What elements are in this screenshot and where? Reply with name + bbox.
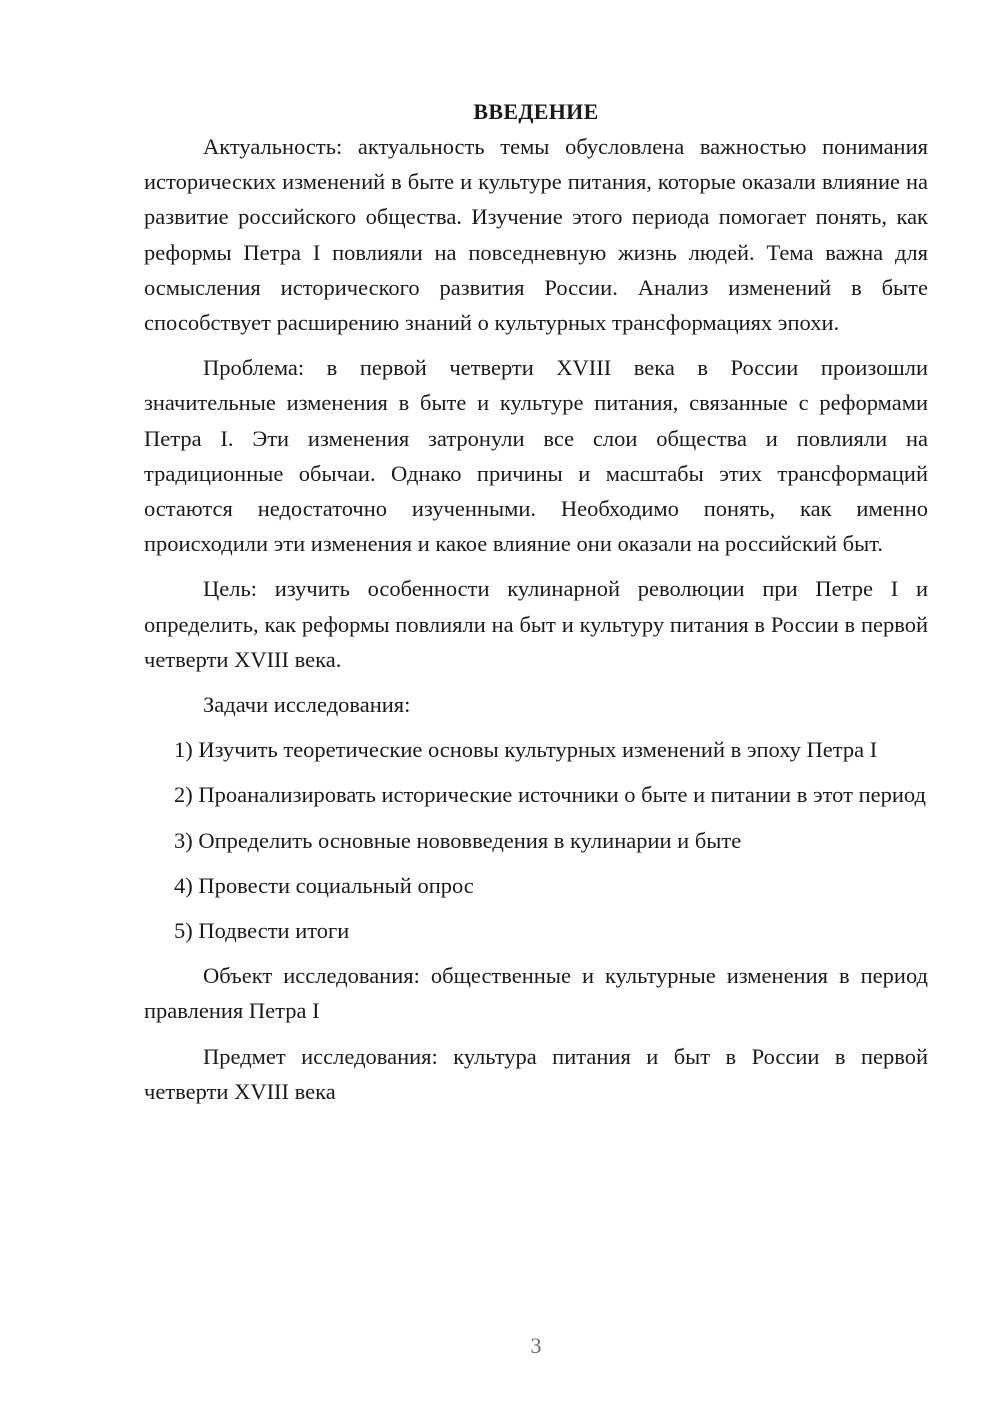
task-item-2: 2) Проанализировать исторические источники о быте и питании в этот период <box>174 782 926 808</box>
task-item-1: 1) Изучить теоретические основы культурных изменений в эпоху Петра I <box>174 737 878 763</box>
tasks-title: Задачи исследования: <box>203 692 411 718</box>
page-heading: ВВЕДЕНИЕ <box>473 99 599 124</box>
task-item-5: 5) Подвести итоги <box>174 918 350 944</box>
paragraph-problem: Проблема: в первой четверти XVIII века в России произошли значительные изменения в быте и культуре питания, связанные с реформами Петра I. Эти изменения затронули все слои общества и повлияли на традиционные обычаи. Однако причины и масштабы этих трансформаций остаются недостаточно изученными. Необходимо понять, как именно происходили эти изменения и какое влияние они оказали на российский быт. <box>144 355 928 557</box>
page-content <box>144 94 928 1119</box>
task-item-4: 4) Провести социальный опрос <box>174 872 474 898</box>
page-number: 3 <box>530 1333 542 1358</box>
paragraph-subject: Предмет исследования: культура питания и быт в России в первой четверти XVIII века <box>144 1043 928 1104</box>
paragraph-object: Объект исследования: общественные и культурные изменения в период правления Петра I <box>144 963 928 1024</box>
task-item-3: 3) Определить основные нововведения в кулинарии и быте <box>174 827 742 853</box>
paragraph-goal: Цель: изучить особенности кулинарной революции при Петре I и определить, как реформы повлияли на быт и культуру питания в России в первой четверти XVIII века. <box>144 576 928 672</box>
paragraph-relevance: Актуальность: актуальность темы обусловлена важностью понимания исторических изменений в быте и культуре питания, которые оказали влияние на развитие российского общества. Изучение этого периода помогает понять, как реформы Петра I повлияли на повседневную жизнь людей. Тема важна для осмысления исторического развития России. Анализ изменений в быте способствует расширению знаний о культурных трансформациях эпохи. <box>144 134 928 336</box>
